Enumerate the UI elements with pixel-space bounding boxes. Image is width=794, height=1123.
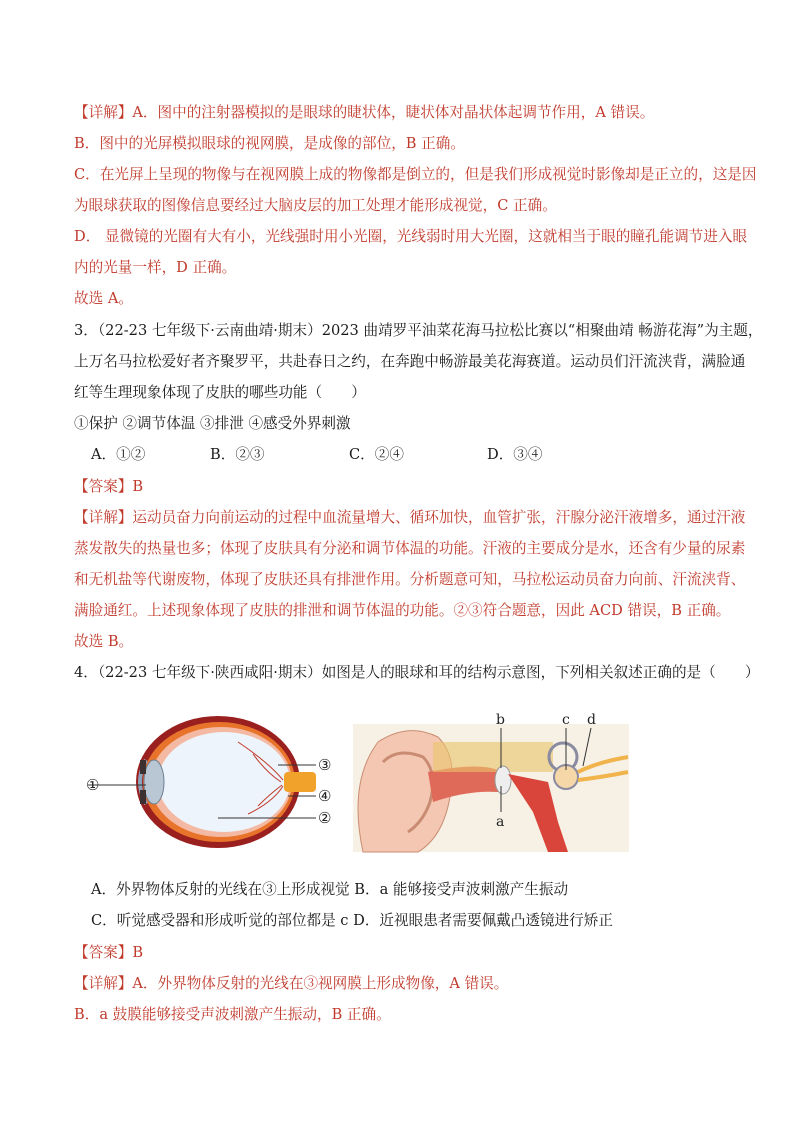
q4-detail-2: B．a 鼓膜能够接受声波刺激产生振动，B 正确。 bbox=[74, 1006, 391, 1023]
eye-label-2: ② bbox=[318, 809, 332, 827]
detail-tag: 【详解】 bbox=[74, 975, 133, 992]
eye-ear-diagram bbox=[78, 702, 638, 862]
q3-option-d: D．③④ bbox=[487, 446, 543, 463]
ear-label-d: d bbox=[587, 712, 596, 728]
detail-text: 运动员奋力向前运动的过程中血流量增大、循环加快，血管扩张，汗腺分泌汗液增多，通过汗液 bbox=[132, 509, 746, 526]
q3-detail-3: 和无机盐等代谢废物，体现了皮肤还具有排泄作用。分析题意可知，马拉松运动员奋力向前、汗流浃背、 bbox=[74, 571, 746, 588]
detail-line-6: 内的光量一样，D 正确。 bbox=[74, 259, 237, 276]
detail-tag: 【详解】 bbox=[74, 104, 133, 121]
q3-detail-1 bbox=[74, 508, 745, 528]
detail-text: A．图中的注射器模拟的是眼球的睫状体，睫状体对晶状体起调节作用，A 错误。 bbox=[132, 104, 655, 121]
answer-value: B bbox=[132, 944, 144, 961]
q3-items: ①保护 ②调节体温 ③排泄 ④感受外界刺激 bbox=[74, 415, 351, 432]
eyeball-diagram bbox=[86, 716, 331, 848]
q3-detail-5: 故选 B。 bbox=[74, 633, 134, 650]
q3-option-b: B．②③ bbox=[210, 446, 265, 463]
q3-detail-2: 蒸发散失的热量也多；体现了皮肤具有分泌和调节体温的功能。汗液的主要成分是水，还含有少量的尿素 bbox=[74, 540, 746, 557]
ear-label-b: b bbox=[496, 712, 505, 728]
eye-label-1: ① bbox=[86, 776, 100, 794]
q4-options-row-2: C．听觉感受器和形成听觉的部位都是 c D．近视眼患者需要佩戴凸透镜进行矫正 bbox=[91, 912, 613, 929]
eye-label-3: ③ bbox=[318, 756, 332, 774]
q3-option-a: A．①② bbox=[91, 446, 146, 463]
detail-line-5: D． 显微镜的光圈有大有小，光线强时用小光圈，光线弱时用大光圈，这就相当于眼的瞳孔能调节进入眼 bbox=[74, 228, 748, 245]
answer-tag: 【答案】 bbox=[74, 944, 133, 961]
detail-line-7: 故选 A。 bbox=[74, 290, 133, 307]
answer-tag: 【答案】 bbox=[74, 478, 133, 495]
q3-option-c: C．②④ bbox=[349, 446, 404, 463]
q4-detail-1 bbox=[74, 974, 508, 994]
detail-line-2: B．图中的光屏模拟眼球的视网膜，是成像的部位，B 正确。 bbox=[74, 135, 465, 152]
eye-label-4: ④ bbox=[318, 787, 332, 805]
ear-label-a: a bbox=[496, 814, 505, 830]
ear-label-c: c bbox=[562, 712, 570, 728]
q4-options-row-1: A．外界物体反射的光线在③上形成视觉 B．a 能够接受声波刺激产生振动 bbox=[91, 881, 569, 898]
answer-value: B bbox=[132, 478, 144, 495]
q3-detail-4: 满脸通红。上述现象体现了皮肤的排泄和调节体温的功能。②③符合题意，因此 ACD 错误，B 正确。 bbox=[74, 602, 731, 619]
detail-line-3: C．在光屏上呈现的物像与在视网膜上成的物像都是倒立的，但是我们形成视觉时影像却是正立的，这是因 bbox=[74, 166, 757, 183]
eye-ear-figure bbox=[78, 702, 638, 862]
q4-answer bbox=[74, 943, 143, 963]
detail-line-4: 为眼球获取的图像信息要经过大脑皮层的加工处理才能形成视觉，C 正确。 bbox=[74, 197, 557, 214]
detail-line-1 bbox=[74, 103, 654, 123]
ear-diagram bbox=[353, 712, 629, 852]
q3-stem-3: 红等生理现象体现了皮肤的哪些功能（ ） bbox=[74, 384, 366, 401]
q3-answer bbox=[74, 477, 143, 497]
detail-tag: 【详解】 bbox=[74, 509, 133, 526]
q3-stem-2: 上万名马拉松爱好者齐聚罗平，共赴春日之约，在奔跑中畅游最美花海赛道。运动员们汗流浃背，满脸通 bbox=[74, 353, 746, 370]
detail-text: A．外界物体反射的光线在③视网膜上形成物像，A 错误。 bbox=[132, 975, 509, 992]
q3-stem-1: 3．（22-23 七年级下·云南曲靖·期末）2023 曲靖罗平油菜花海马拉松比赛以“相聚曲靖 畅游花海”为主题， bbox=[74, 322, 763, 339]
q4-stem: 4．（22-23 七年级下·陕西咸阳·期末）如图是人的眼球和耳的结构示意图，下列相关叙述正确的是（ ） bbox=[74, 664, 760, 681]
